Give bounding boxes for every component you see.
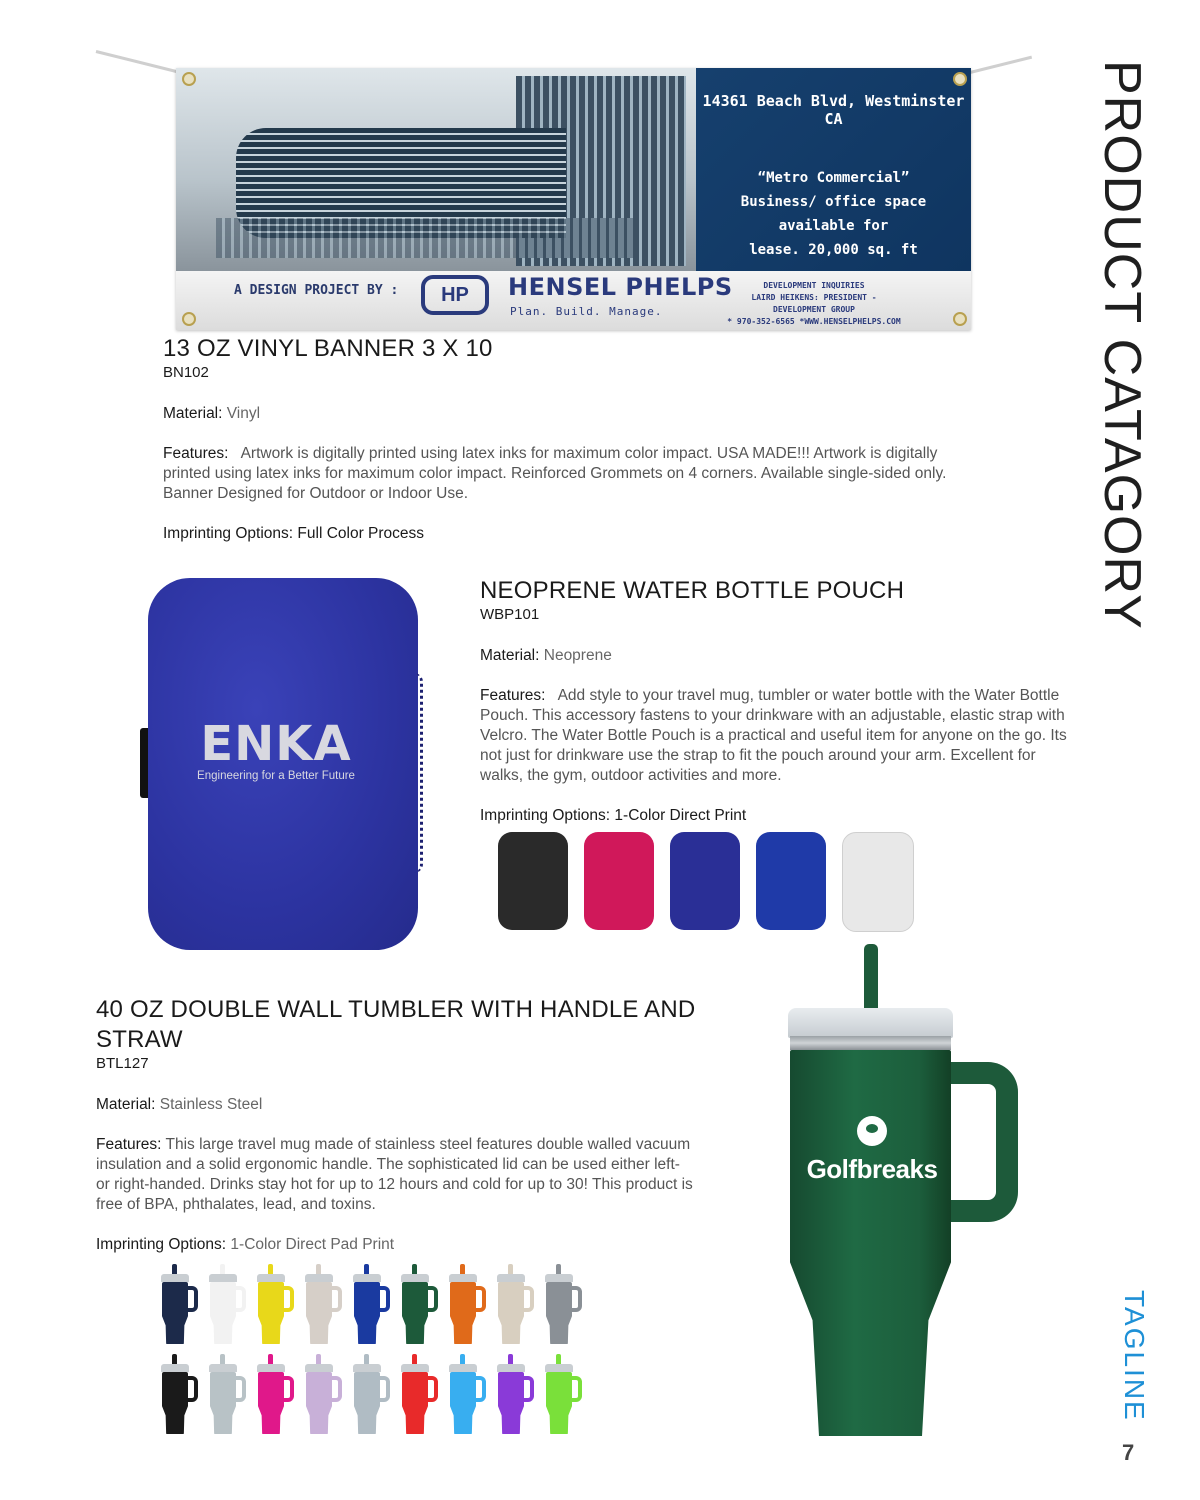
grommet-icon [182, 72, 196, 86]
tumbler-color-option [206, 1354, 248, 1434]
product-title: 40 OZ DOUBLE WALL TUMBLER WITH HANDLE AND STRAW [96, 996, 696, 1053]
straw [864, 944, 878, 1014]
tumbler-color-option [350, 1354, 392, 1434]
imprint-label: Imprinting Options: [480, 807, 611, 824]
features-text: Add style to your travel mug, tumbler or water bottle with the Water Bottle Pouch. This accessory fastens to your drinkware with an adjustable, elastic strap with Velcro. The Water Bottle Pouch is a practical and useful item for anyone on the go. Its not just for drinkware use the strap to fit the pouch around your arm. Excellent for walks, the gym, outdoor activities and more. [480, 687, 1067, 784]
vinyl-banner-image [176, 68, 971, 330]
product-tumbler [96, 995, 696, 1255]
features-line [480, 686, 1070, 786]
zipper-icon [402, 673, 423, 873]
tumbler-color-option [206, 1264, 248, 1344]
tumbler-color-option [254, 1354, 296, 1434]
banner-desc-2: Business/ office space available for [740, 194, 927, 234]
features-label: Features: [163, 445, 229, 462]
grommet-icon [182, 312, 196, 326]
features-line [96, 1135, 696, 1215]
enka-logo-tagline: Engineering for a Better Future [197, 770, 355, 782]
page-number: 7 [1122, 1440, 1135, 1465]
material-line [96, 1095, 696, 1115]
banner-desc-1: “Metro Commercial” [757, 170, 910, 186]
tumbler-color-option [494, 1354, 536, 1434]
tumbler-color-option [446, 1354, 488, 1434]
tumbler-body [790, 1050, 951, 1436]
material-label: Material: [480, 647, 540, 664]
tumbler-color-option [446, 1264, 488, 1344]
tumbler-color-option [302, 1264, 344, 1344]
pouch-imprint-logo [176, 716, 376, 782]
tumbler-color-option [494, 1264, 536, 1344]
banner-rope-left [96, 50, 186, 75]
banner-desc-3: lease. 20,000 sq. ft [749, 242, 918, 258]
steel-ring [790, 1036, 951, 1050]
pouch-color-swatch [756, 832, 826, 930]
material-value: Neoprene [543, 647, 612, 664]
material-value: Stainless Steel [159, 1096, 263, 1113]
imprint-label: Imprinting Options: [96, 1236, 227, 1253]
imprint-line [163, 524, 963, 544]
imprint-label: Imprinting Options: [163, 525, 294, 542]
golfbreaks-logo-word: Golfbreaks [806, 1154, 938, 1184]
pouch-color-swatch [842, 832, 914, 932]
product-title: NEOPRENE WATER BOTTLE POUCH [480, 577, 905, 604]
golfbreaks-logo-icon [857, 1116, 887, 1146]
product-title: 13 OZ VINYL BANNER 3 X 10 [163, 335, 493, 362]
features-label: Features: [480, 687, 546, 704]
tumbler-color-option [398, 1264, 440, 1344]
pouch-color-swatch [670, 832, 740, 930]
tumbler-imprint-logo [794, 1116, 950, 1185]
tumbler-color-option [158, 1354, 200, 1434]
banner-contact-2: LAIRD HEIKENS: PRESIDENT - DEVELOPMENT GROUP [751, 293, 877, 314]
tumbler-color-option [350, 1264, 392, 1344]
tumbler-color-option [542, 1264, 584, 1344]
lid [788, 1008, 953, 1038]
tumbler-image [770, 940, 1040, 1440]
banner-company-name: HENSEL PHELPS [508, 273, 733, 301]
tumbler-color-option [158, 1264, 200, 1344]
features-text: Artwork is digitally printed using latex inks for maximum color impact. USA MADE!!! Artwork is digitally printed using latex inks for maximum color impact. Reinforced Grommets on 4 corners. Available single-sided only. Banner Designed for Outdoor or Indoor Use. [163, 445, 947, 502]
banner-contact [724, 280, 904, 328]
features-line [163, 444, 963, 504]
grommet-icon [953, 72, 967, 86]
banner-contact-3: * 970-352-6565 *WWW.HENSELPHELPS.COM [727, 317, 901, 326]
tumbler-color-option [302, 1354, 344, 1434]
material-label: Material: [163, 405, 223, 422]
product-pouch [480, 576, 1070, 826]
features-text: This large travel mug made of stainless steel features double walled vacuum insulation and a solid ergonomic handle. The sophisticated lid can be used either left- or right-handed. Drinks stay hot for up to 12 hours and cold for up to 30! This product is free of BPA, phthalates, lead, and toxins. [96, 1136, 693, 1213]
material-line [480, 646, 1070, 666]
features-label: Features: [96, 1136, 162, 1153]
product-sku: WBP101 [480, 606, 540, 623]
material-line [163, 404, 963, 424]
banner-footer-strip [176, 271, 971, 330]
product-sku: BN102 [163, 364, 209, 381]
product-sku: BTL127 [96, 1055, 149, 1072]
imprint-line [96, 1235, 696, 1255]
material-label: Material: [96, 1096, 156, 1113]
pouch-color-swatch [498, 832, 568, 930]
imprint-value: Full Color Process [297, 525, 425, 542]
imprint-line [480, 806, 1070, 826]
banner-contact-1: DEVELOPMENT INQUIRIES [763, 281, 865, 290]
banner-info-panel [696, 68, 971, 271]
banner-building-photo [176, 68, 696, 271]
banner-design-by: A DESIGN PROJECT BY : [234, 283, 399, 298]
tumbler-color-option [542, 1354, 584, 1434]
tumbler-color-option [254, 1264, 296, 1344]
handle [948, 1062, 1018, 1222]
enka-logo-word: ENKA [200, 716, 352, 772]
product-banner [163, 334, 963, 544]
vertical-category-title: PRODUCT CATAGORY [1093, 60, 1151, 630]
banner-address: 14361 Beach Blvd, Westminster CA [702, 92, 965, 128]
imprint-value: 1-Color Direct Pad Print [230, 1236, 395, 1253]
pouch-color-swatch [584, 832, 654, 930]
imprint-value: 1-Color Direct Print [614, 807, 747, 824]
banner-slogan: Plan. Build. Manage. [510, 305, 663, 318]
neoprene-pouch-image [140, 578, 425, 950]
grommet-icon [953, 312, 967, 326]
tumbler-color-option [398, 1354, 440, 1434]
hensel-phelps-logo: HP [421, 275, 489, 315]
vertical-tagline: TAGLINE [1119, 1290, 1150, 1422]
material-value: Vinyl [226, 405, 261, 422]
